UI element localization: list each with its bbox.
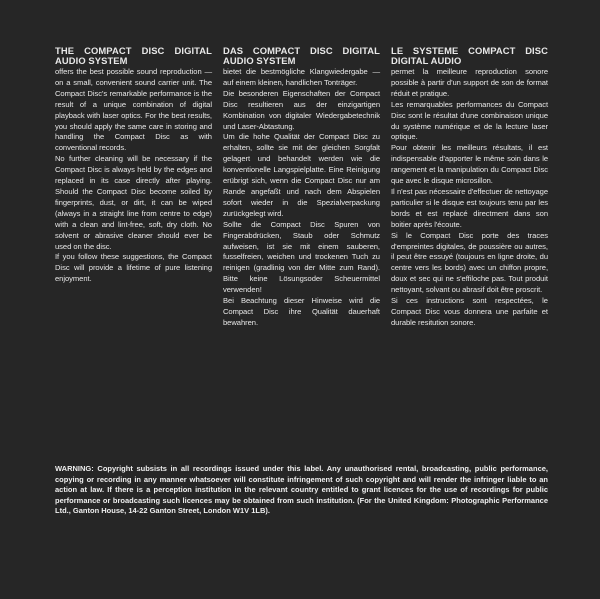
german-paragraph: Sollte die Compact Disc Spuren von Fingerabdrücken, Staub oder Schmutz aufweisen, ist sie mit einem sauberen, fusselfreien, weichen und trockenen Tuch zu reinigen (gradlinig von der Mitte zum Rand). Bitte keine Lösungsoder Scheuermittel verwenden! [223, 219, 380, 295]
french-paragraph: Si ces instructions sont respectées, le Compact Disc vous donnera une parfaite et durable resitution sonore. [391, 296, 548, 327]
german-title: DAS COMPACT DISC DIGITAL AUDIO SYSTEM [223, 45, 380, 66]
english-paragraph: If you follow these suggestions, the Compact Disc will provide a lifetime of pure listening enjoyment. [55, 252, 212, 284]
english-column [55, 46, 212, 329]
copyright-warning: WARNING: Copyright subsists in all recordings issued under this label. Any unauthorised rental, broadcasting, public performance, copying or recording in any manner whatsoever will constitute infringement of such copyright and will render the infringer liable to an action at law. If there is a perception institution in the relevant country entitled to grant licences for the use of recordings for public performance or broadcasting such licences may be obtained from such institution. (For the United Kingdom: Photographic Performance Ltd., Ganton House, 14-22 Ganton Street, London W1V 1LB). [55, 464, 548, 516]
german-paragraph: Die besonderen Eigenschaften der Compact Disc resultieren aus der einzigartigen Kombination von digitaler Wiedergabetechnik und Laser-Abtastung. [223, 88, 380, 131]
english-title: THE COMPACT DISC DIGITAL AUDIO SYSTEM [55, 45, 212, 66]
english-paragraph: No further cleaning will be necessary if the Compact Disc is always held by the edges and replaced in its case directly after playing. Should the Compact Disc become soiled by fingerprints, dust, or dirt, it can be wiped (always in a straight line from centre to edge) with a clean and lint-free, soft, dry cloth. No solvent or abrasive cleaner should ever be used on the disc. [55, 154, 212, 251]
french-paragraph: Pour obtenir les meilleurs résultats, il est indispensable d'apporter le même soin dans le rangement et la manipulation du Compact Disc que avec le disque microsillon. [391, 143, 548, 186]
german-paragraph: Um die hohe Qualität der Compact Disc zu erhalten, sollte sie mit der gleichen Sorgfalt gelagert und behandelt werden wie die konventionelle Langspielplatte. Eine Reinigung erübrigt sich, wenn die Compact Disc nur am Rande angefaßt und nach dem Abspielen sofort wieder in die Spezialverpackung zurückgelegt wird. [223, 132, 380, 218]
french-paragraph: permet la meilleure reproduction sonore possible à partir d'un support de son de format réduit et pratique. [391, 67, 548, 98]
german-paragraph: bietet die bestmögliche Klangwiedergabe — auf einem kleinen, handlichen Tonträger. [223, 67, 380, 87]
french-paragraph: Si le Compact Disc porte des traces d'empreintes digitales, de poussière ou autres, il peut être essuyé (toujours en ligne droite, du centre vers les bords) avec un chiffon propre, doux et sec qui ne s'effiloche pas. Tout produit nettoyant, solvant ou abrasif doit être proscrit. [391, 230, 548, 295]
french-paragraph: Il n'est pas nécessaire d'effectuer de nettoyage particulier si le disque est toujours tenu par les bords et est replacé directment dans son boitier après l'écoute. [391, 186, 548, 229]
french-paragraph: Les remarquables performances du Compact Disc sont le résultat d'une combinaison unique du système numérique et de la lecture laser optique. [391, 99, 548, 142]
german-paragraph: Bei Beachtung dieser Hinweise wird die Compact Disc ihre Qualität dauerhaft bewahren. [223, 296, 380, 327]
text-columns [55, 46, 548, 329]
french-column [391, 46, 548, 329]
french-title: LE SYSTEME COMPACT DISC DIGITAL AUDIO [391, 45, 548, 66]
german-column [223, 46, 380, 329]
english-paragraph: offers the best possible sound reproduction — on a small, convenient sound carrier unit. The Compact Disc's remarkable performance is the result of a unique combination of digital playback with laser optics. For the best results, you should apply the same care in storing and handling the Compact Disc as with conventional records. [55, 67, 212, 153]
